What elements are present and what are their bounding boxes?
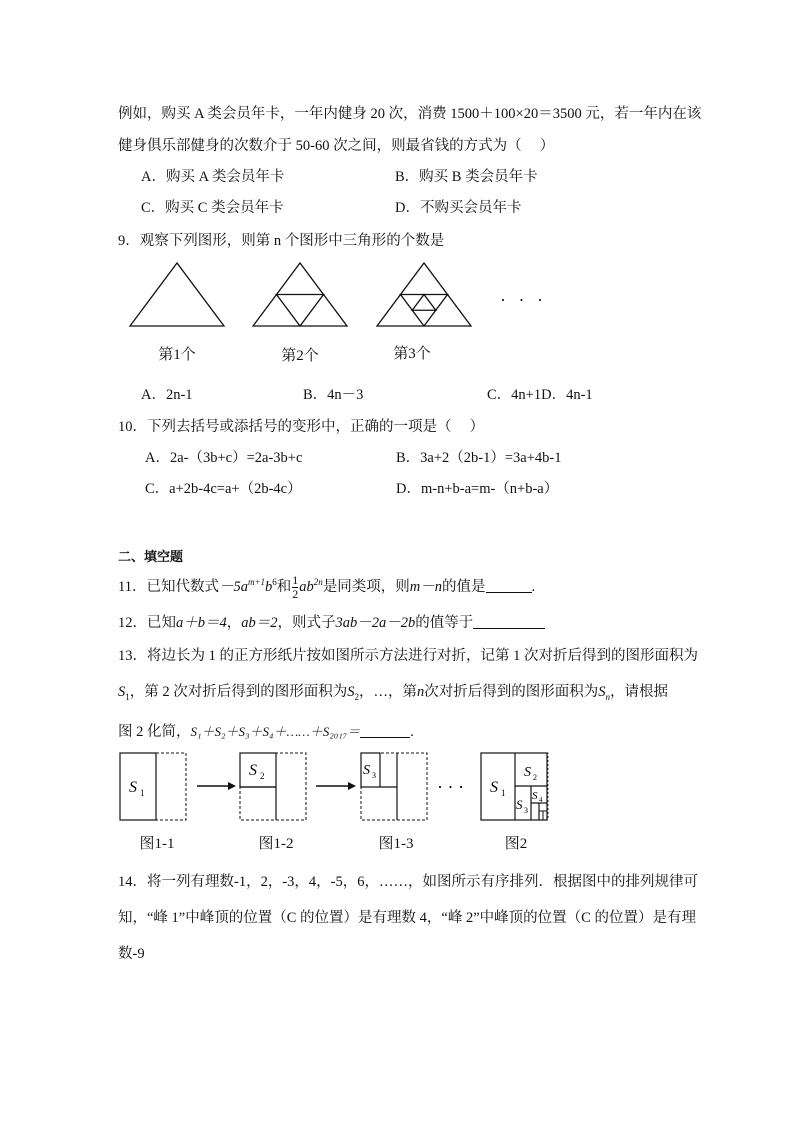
q10-option-c: C．a+2b-4c=a+（2b-4c） xyxy=(145,481,302,497)
q11-prefix: 11．已知代数式 xyxy=(118,578,219,595)
q9-option-b: B．4n－3 xyxy=(303,387,364,403)
q13-caption-2: 图2 xyxy=(504,836,528,852)
q9-option-a: A．2n-1 xyxy=(141,387,193,403)
q12-prefix: 12．已知 xyxy=(118,615,176,631)
q13-text-b: ，…，第 xyxy=(359,684,417,700)
q14-line-1: 14．将一列有理数-1，2，-3，4，-5，6，……，如图所示有序排列．根据图中的排列规律可 xyxy=(118,874,698,890)
figure-1-2 xyxy=(240,753,306,820)
q10-option-d: D．m-n+b-a=m-（n+b-a） xyxy=(396,481,559,497)
q11-exp1b: 6 xyxy=(272,577,277,587)
fig2-label-s3: S xyxy=(516,797,523,812)
q13-answer-blank[interactable] xyxy=(360,725,410,738)
q10-stem: 10．下列去括号或添括号的变形中，正确的一项是（ ） xyxy=(118,419,485,435)
q9-ellipsis: · · · xyxy=(500,290,547,310)
svg-text:2: 2 xyxy=(260,771,265,781)
q13-s2: S xyxy=(347,684,355,700)
q14-line-3: 数-9 xyxy=(118,946,145,962)
q12-line xyxy=(118,611,545,632)
q8-option-d: D．不购买会员年卡 xyxy=(395,200,522,216)
q13-ellipsis: · · · xyxy=(437,777,464,797)
triangle-figure-2 xyxy=(253,263,347,326)
q12-expr2: ab＝2 xyxy=(241,615,278,631)
svg-text:1: 1 xyxy=(501,788,506,798)
triangle-figure-3 xyxy=(377,263,471,326)
fig12-label: S xyxy=(249,762,257,779)
q11-end: 的值是 xyxy=(442,578,486,595)
q13-text-d: ，请根据 xyxy=(610,684,668,700)
q11-frac-num: 1 xyxy=(292,573,299,587)
q11-frac-den: 2 xyxy=(292,587,299,601)
q13-n: n xyxy=(417,684,425,700)
q12-expr1: a＋b＝4 xyxy=(176,615,227,631)
q11-expr: m－n xyxy=(409,578,443,595)
q12-expr3: 3ab－2a－2b xyxy=(335,615,416,631)
q9-caption-3: 第3个 xyxy=(393,346,431,362)
q12-end: 的值等于 xyxy=(415,615,474,631)
svg-text:1: 1 xyxy=(140,788,145,798)
q14-line-2: 知，“峰 1”中峰顶的位置（C 的位置）是有理数 4，“峰 2”中峰顶的位置（C 的位置）是有理 xyxy=(118,910,696,926)
q9-option-cd: C．4n+1D．4n-1 xyxy=(487,387,593,403)
q12-mid: ，则式子 xyxy=(277,615,336,631)
arrow-1 xyxy=(197,782,236,790)
q12-answer-blank[interactable] xyxy=(473,616,545,629)
fig2-label-s2: S xyxy=(524,765,531,780)
q10-option-b: B．3a+2（2b-1）=3a+4b-1 xyxy=(396,450,562,466)
q11-line: 11．已知代数式$-5a^{m+1}b^6$和 $\frac{1}{2}$ $ab^{2n}$是同类项，则m－n的值是 . xyxy=(118,573,536,601)
q13-caption-1-2: 图1-2 xyxy=(258,836,294,852)
q11-exp2: 2n xyxy=(313,577,323,587)
q13-caption-1-3: 图1-3 xyxy=(378,836,414,852)
q13-caption-1-1: 图1-1 xyxy=(139,836,175,852)
figure-2 xyxy=(481,753,548,820)
intro-line-1: 例如，购买 A 类会员年卡，一年内健身 20 次，消费 1500＋100×20＝3500 元，若一年内在该 xyxy=(118,106,702,122)
section-heading-fill-blank: 二、填空题 xyxy=(118,550,184,565)
svg-text:4: 4 xyxy=(539,796,543,804)
svg-text:3: 3 xyxy=(372,771,376,780)
q13-line-1: 13．将边长为 1 的正方形纸片按如图所示方法进行对折，记第 1 次对折后得到的图形面积为 xyxy=(118,648,698,664)
q13-line-2: $S_1$，第 2 次对折后得到的图形面积为$S_2$，…，第n次对折后得到的图形面积为$S_n$，请根据 xyxy=(118,684,668,702)
q13-sum-expr: S₁＋S₂＋S₃＋S₄＋……＋S₂₀₁₇＝ xyxy=(190,724,361,739)
q9-triangle-figures xyxy=(125,258,485,333)
q13-s1: S xyxy=(118,684,126,700)
q9-stem: 9．观察下列图形，则第 n 个图形中三角形的个数是 xyxy=(118,233,445,249)
q8-option-b: B．购买 B 类会员年卡 xyxy=(395,169,538,185)
q11-term1: －5a xyxy=(218,578,248,595)
q9-caption-1: 第1个 xyxy=(158,347,196,363)
figure-1-1 xyxy=(120,753,186,820)
fig2-label-s4: S xyxy=(532,790,538,802)
q13-text-c: 次对折后得到的图形面积为 xyxy=(424,684,599,700)
q10-option-a: A．2a-（3b+c）=2a-3b+c xyxy=(145,450,303,466)
q11-exp1: m+1 xyxy=(247,577,266,587)
intro-line-2: 健身俱乐部健身的次数介于 50-60 次之间，则最省钱的方式为（ ） xyxy=(118,138,555,154)
triangle-figure-1 xyxy=(130,263,224,326)
figure-1-3 xyxy=(361,753,427,820)
q13-line3-text: 图 2 化简， xyxy=(118,724,191,740)
arrow-2 xyxy=(316,782,356,790)
q11-fraction xyxy=(292,574,298,601)
q13-text-a: ，第 2 次对折后得到的图形面积为 xyxy=(129,684,348,700)
svg-text:2: 2 xyxy=(533,773,537,782)
q13-sn: S xyxy=(598,684,606,700)
q12-sep: ， xyxy=(226,615,242,631)
q8-option-c: C．购买 C 类会员年卡 xyxy=(141,200,284,216)
fig2-label-s1: S xyxy=(490,779,498,796)
svg-text:3: 3 xyxy=(524,806,528,815)
q11-mid: 和 xyxy=(276,578,292,595)
q11-suffix: 是同类项，则 xyxy=(322,578,410,595)
q13-folding-figures xyxy=(115,748,555,823)
q13-line-3: 图 2 化简，S₁＋S₂＋S₃＋S₄＋……＋S₂₀₁₇＝ . xyxy=(118,724,414,740)
q11-term2: ab xyxy=(299,578,314,595)
q9-caption-2: 第2个 xyxy=(281,348,319,364)
q11-term1b: b xyxy=(265,578,273,595)
q8-option-a: A．购买 A 类会员年卡 xyxy=(141,169,285,185)
q11-answer-blank[interactable] xyxy=(486,580,532,593)
fig13-label: S xyxy=(363,763,370,778)
fig11-label: S xyxy=(129,779,137,796)
